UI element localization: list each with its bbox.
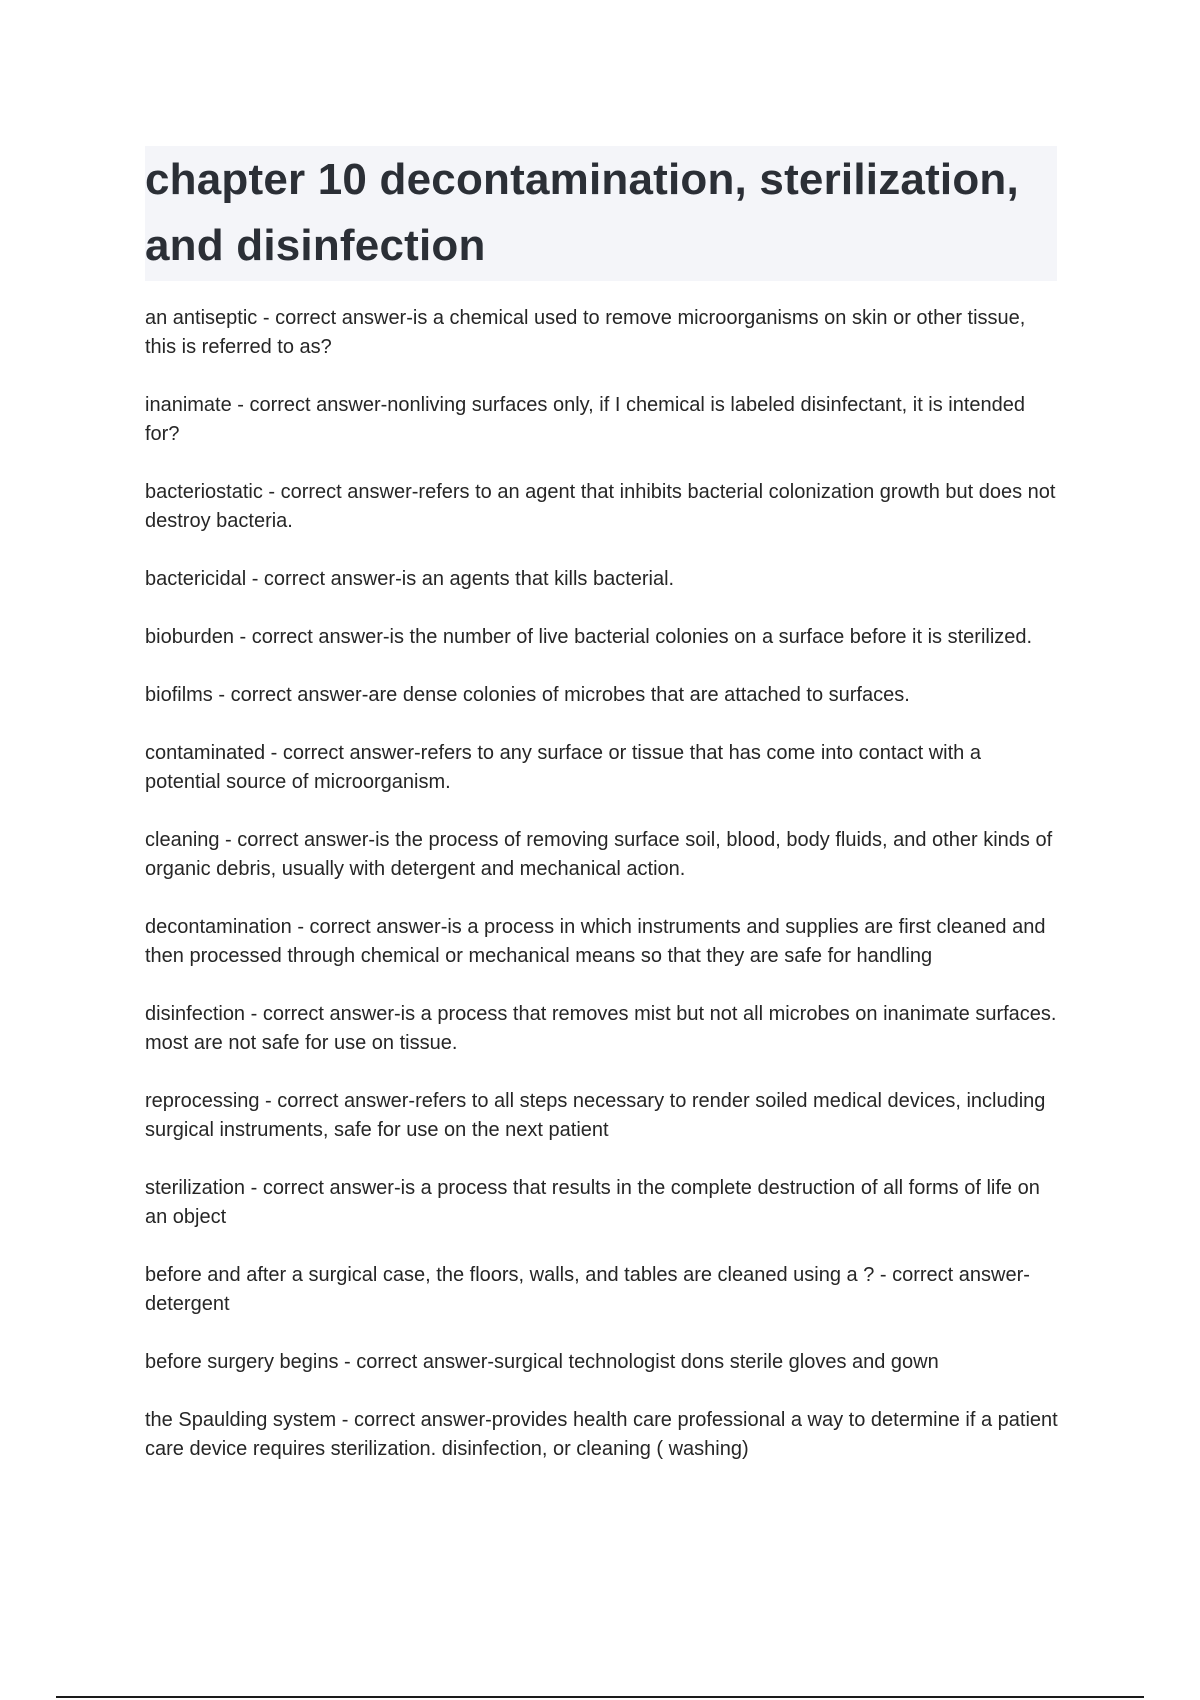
title-banner (145, 146, 1057, 281)
flashcard-list (145, 304, 1060, 1493)
flashcard-item: biofilms - correct answer-are dense colonies of microbes that are attached to surfaces. (145, 684, 910, 706)
flashcard-item: bactericidal - correct answer-is an agents that kills bacterial. (145, 568, 675, 590)
flashcard-item: cleaning - correct answer-is the process of removing surface soil, blood, body fluids, and other kinds of organic debris, usually with detergent and mechanical action. (145, 829, 1053, 880)
flashcard-item: sterilization - correct answer-is a process that results in the complete destruction of all forms of life on an object (145, 1177, 1040, 1228)
flashcard-item: an antiseptic - correct answer-is a chemical used to remove microorganisms on skin or other tissue, this is referred to as? (145, 307, 1026, 358)
flashcard-item: the Spaulding system - correct answer-provides health care professional a way to determine if a patient care device requires sterilization. disinfection, or cleaning ( washing) (145, 1409, 1058, 1460)
flashcard-item: inanimate - correct answer-nonliving surfaces only, if I chemical is labeled disinfectant, it is intended for? (145, 394, 1026, 445)
page-title: chapter 10 decontamination, sterilization, and disinfection (145, 155, 1019, 270)
flashcard-item: before and after a surgical case, the floors, walls, and tables are cleaned using a ? - correct answer-detergent (145, 1264, 1030, 1315)
flashcard-item: contaminated - correct answer-refers to any surface or tissue that has come into contact with a potential source of microorganism. (145, 742, 981, 793)
flashcard-item: before surgery begins - correct answer-surgical technologist dons sterile gloves and gown (145, 1351, 939, 1373)
flashcard-item: decontamination - correct answer-is a process in which instruments and supplies are first cleaned and then processed through chemical or mechanical means so that they are safe for handling (145, 916, 1046, 967)
flashcard-item: bioburden - correct answer-is the number of live bacterial colonies on a surface before it is sterilized. (145, 626, 1033, 648)
flashcard-item: reprocessing - correct answer-refers to all steps necessary to render soiled medical devices, including surgical instruments, safe for use on the next patient (145, 1090, 1046, 1141)
flashcard-item: disinfection - correct answer-is a process that removes mist but not all microbes on inanimate surfaces. most are not safe for use on tissue. (145, 1003, 1057, 1054)
bottom-divider (56, 1696, 1144, 1698)
flashcard-item: bacteriostatic - correct answer-refers to an agent that inhibits bacterial colonization growth but does not destroy bacteria. (145, 481, 1056, 532)
